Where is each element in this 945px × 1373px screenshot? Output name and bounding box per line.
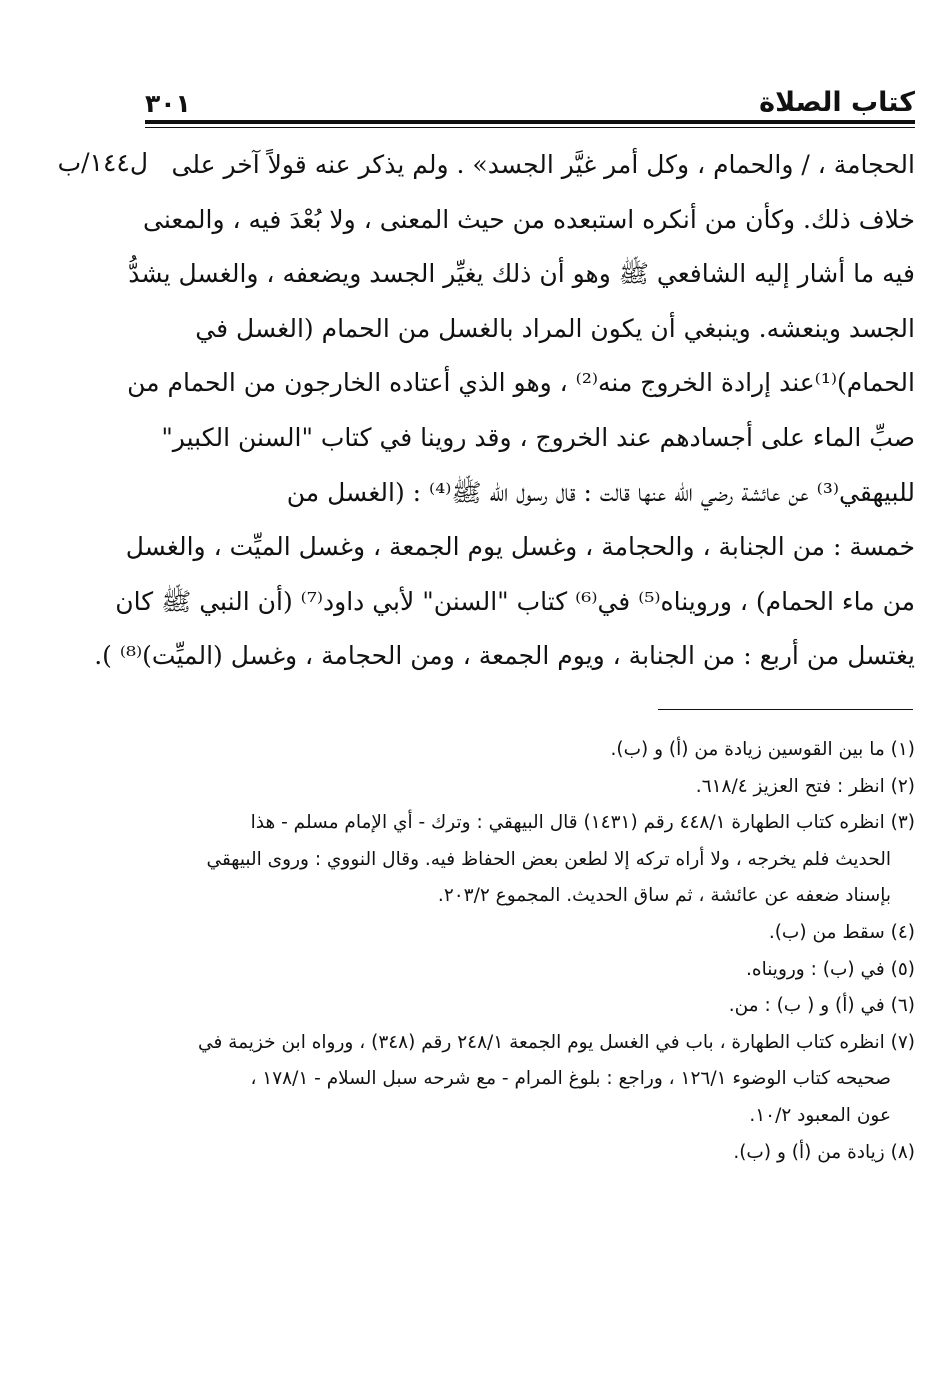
header-rule-thin [145, 127, 915, 128]
body-line: من ماء الحمام) ، ورويناه⁽⁵⁾ في⁽⁶⁾ كتاب "السنن" لأبي داود⁽⁷⁾ (أن النبي ﷺ كان [115, 586, 915, 616]
footnote-4: (٤) سقط من (ب). [768, 921, 915, 943]
footnote-line: الحديث فلم يخرجه ، ولا أراه تركه إلا لطعن بعض الحفاظ فيه. وقال النووي : وروى البيهقي [206, 848, 891, 870]
body-line: الجسد وينعشه. وينبغي أن يكون المراد بالغسل من الحمام (الغسل في [195, 313, 915, 343]
manuscript-folio-note: ل١٤٤/ب [57, 148, 148, 177]
footnote-5: (٥) في (ب) : ورويناه. [746, 958, 915, 980]
footnotes [145, 732, 915, 1171]
chapter-title: كتاب الصلاة [759, 87, 915, 118]
footnote-2: (٢) انظر : فتح العزيز ٦١٨/٤. [695, 775, 915, 797]
footnote-3 [145, 805, 915, 915]
body-line: الحمام)⁽¹⁾عند إرادة الخروج منه⁽²⁾ ، وهو الذي أعتاده الخارجون من الحمام من [127, 368, 915, 398]
footnote-separator [658, 709, 913, 710]
body-line: خمسة : من الجنابة ، والحجامة ، وغسل يوم الجمعة ، وغسل الميِّت ، والغسل [125, 532, 915, 562]
body-line: الحجامة ، / والحمام ، وكل أمر غيَّر الجسد» . ولم يذكر عنه قولاً آخر على [171, 150, 915, 179]
body-line: للبيهقي⁽³⁾ عن عائشة رضي الله عنها قالت : قال رسول الله ﷺ⁽⁴⁾ : (الغسل من [286, 477, 915, 507]
body-line: صبِّ الماء على أجسادهم عند الخروج ، وقد روينا في كتاب "السنن الكبير" [161, 422, 915, 452]
footnote-8: (٨) زيادة من (أ) و (ب). [733, 1141, 915, 1163]
footnote-6: (٦) في (أ) و ( ب) : من. [728, 995, 915, 1017]
body-line: خلاف ذلك. وكأن من أنكره استبعده من حيث المعنى ، ولا بُعْدَ فيه ، والمعنى [142, 204, 915, 234]
footnote-1: (١) ما بين القوسين زيادة من (أ) و (ب). [610, 739, 915, 760]
body-line: فيه ما أشار إليه الشافعي ﷺ وهو أن ذلك يغيِّر الجسد ويضعفه ، والغسل يشدُّ [128, 259, 915, 289]
running-header [145, 78, 915, 118]
header-rule-thick [145, 120, 915, 124]
footnote-line: بإسناد ضعفه عن عائشة ، ثم ساق الحديث. المجموع ٢٠٣/٢. [437, 885, 891, 907]
footnote-line: صحيحه كتاب الوضوء ١٢٦/١ ، وراجع : بلوغ المرام - مع شرحه سبل السلام - ١٧٨/١ ، [250, 1068, 891, 1090]
footnote-7 [145, 1025, 915, 1135]
body-line: يغتسل من أربع : من الجنابة ، ويوم الجمعة ، ومن الحجامة ، وغسل (الميِّت)⁽⁸⁾ ). [94, 641, 915, 671]
page-number: ٣٠١ [145, 89, 191, 118]
footnote-line: عون المعبود ١٠/٢. [749, 1104, 891, 1126]
footnote-line: (٣) انظره كتاب الطهارة ٤٤٨/١ رقم (١٤٣١) قال البيهقي : وترك - أي الإمام مسلم - هذا [250, 812, 915, 834]
footnote-line: (٧) انظره كتاب الطهارة ، باب في الغسل يوم الجمعة ٢٤٨/١ رقم (٣٤٨) ، ورواه ابن خزيمة في [198, 1031, 915, 1053]
